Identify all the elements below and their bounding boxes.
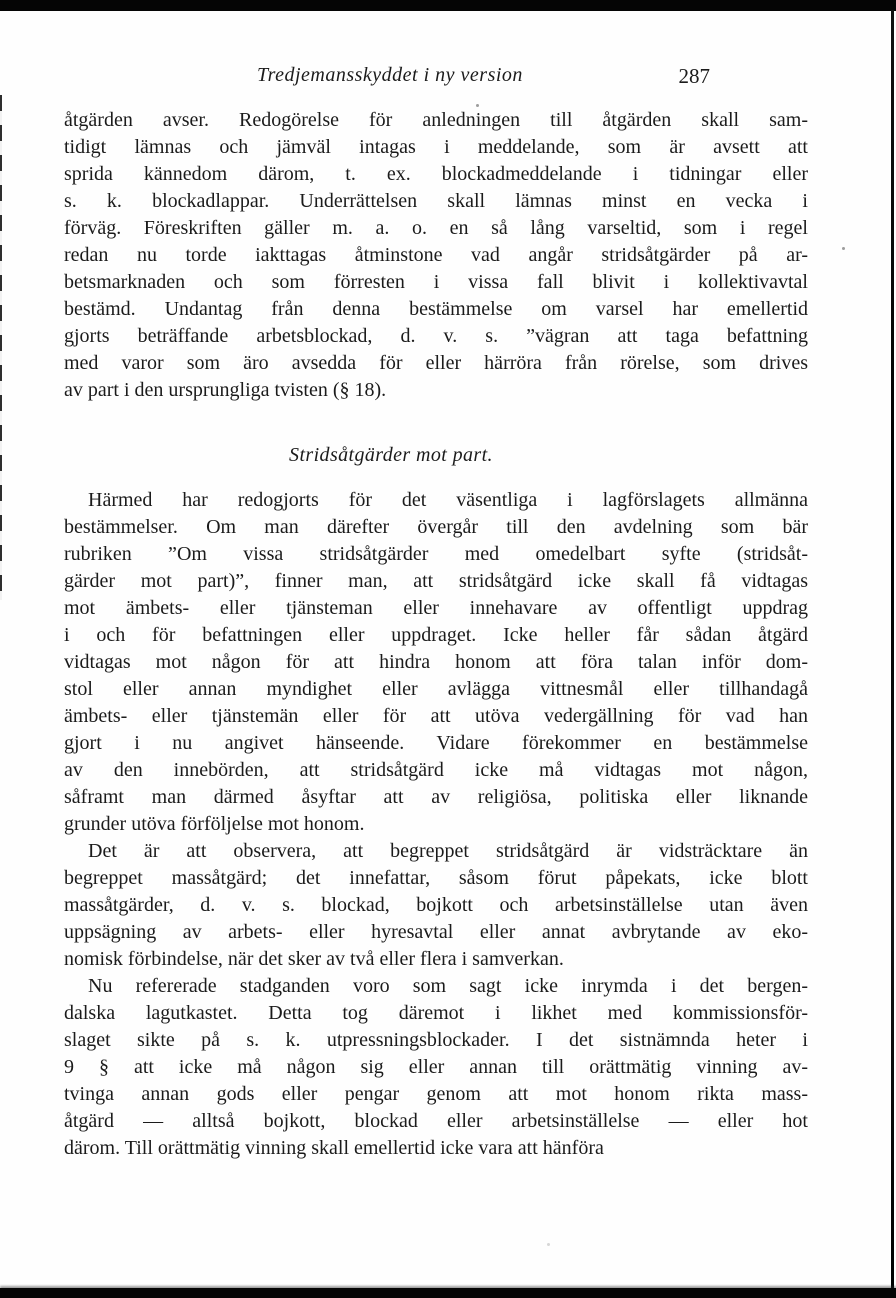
page-number: 287	[678, 64, 710, 88]
text-line: begreppet massåtgärd; det innefattar, såsom förut påpekats, icke blott	[64, 867, 808, 889]
paragraph	[64, 107, 808, 404]
text-line: Det är att observera, att begreppet stridsåtgärd är vidsträcktare än	[88, 840, 808, 862]
text-line: grunder utöva förföljelse mot honom.	[64, 813, 365, 835]
text-line: mot ämbets- eller tjänsteman eller innehavare av offentligt uppdrag	[64, 597, 808, 619]
paragraph	[64, 973, 808, 1162]
text-line: Härmed har redogjorts för det väsentliga i lagförslagets allmänna	[88, 489, 808, 511]
text-line: tidigt lämnas och jämväl intagas i meddelande, som är avsett att	[64, 136, 808, 158]
paragraph	[64, 838, 808, 973]
text-line: nomisk förbindelse, när det sker av två eller flera i samverkan.	[64, 948, 564, 970]
text-line: i och för befattningen eller uppdraget. Icke heller får sådan åtgärd	[64, 624, 808, 646]
text-line: ämbets- eller tjänstemän eller för att utöva vedergällning för vad han	[64, 705, 808, 727]
text-line: av part i den ursprungliga tvisten (§ 18).	[64, 379, 387, 401]
text-line: förväg. Föreskriften gäller m. a. o. en så lång varseltid, som i regel	[64, 217, 808, 239]
text-line: åtgärd — alltså bojkott, blockad eller arbetsinställelse — eller hot	[64, 1110, 808, 1132]
text-line: uppsägning av arbets- eller hyresavtal eller annat avbrytande av eko-	[64, 921, 808, 943]
text-line: betsmarknaden och som förresten i vissa fall blivit i kollektivavtal	[64, 271, 808, 293]
dust-speck	[842, 247, 845, 250]
text-line: Nu refererade stadganden voro som sagt icke inrymda i det bergen-	[88, 975, 808, 997]
paragraph	[64, 487, 808, 838]
text-line: åtgärden avser. Redogörelse för anledningen till åtgärden skall sam-	[64, 109, 808, 131]
text-line: massåtgärder, d. v. s. blockad, bojkott och arbetsinställelse utan även	[64, 894, 808, 916]
text-line: redan nu torde iakttagas åtminstone vad angår stridsåtgärder på ar-	[64, 244, 808, 266]
scan-edge-left	[0, 95, 2, 600]
dust-speck	[547, 1243, 550, 1246]
text-line: därom. Till orättmätig vinning skall emellertid icke vara att hänföra	[64, 1137, 604, 1159]
text-line: gärder mot part)”, finner man, att stridsåtgärd icke skall få vidtagas	[64, 570, 808, 592]
scan-edge-bottom	[0, 1288, 896, 1298]
scan-edge-right	[891, 10, 894, 1290]
text-line: vidtagas mot någon för att hindra honom att föra talan inför dom-	[64, 651, 808, 673]
text-line: sprida kännedom därom, t. ex. blockadmeddelande i tidningar eller	[64, 163, 808, 185]
text-line: slaget sikte på s. k. utpressningsblockader. I det sistnämnda heter i	[64, 1029, 808, 1051]
text-line: med varor som äro avsedda för eller härröra från rörelse, som drives	[64, 352, 808, 374]
section-heading: Stridsåtgärder mot part.	[289, 444, 493, 466]
text-line: gjort i nu angivet hänseende. Vidare förekommer en bestämmelse	[64, 732, 808, 754]
text-line: dalska lagutkastet. Detta tog däremot i likhet med kommissionsför-	[64, 1002, 808, 1024]
text-line: av den innebörden, att stridsåtgärd icke må vidtagas mot någon,	[64, 759, 808, 781]
text-line: s. k. blockadlappar. Underrättelsen skall lämnas minst en vecka i	[64, 190, 808, 212]
text-line: tvinga annan gods eller pengar genom att mot honom rikta mass-	[64, 1083, 808, 1105]
text-line: bestämmelser. Om man därefter övergår till den avdelning som bär	[64, 516, 808, 538]
text-line: 9 § att icke må någon sig eller annan till orättmätig vinning av-	[64, 1056, 808, 1078]
text-line: bestämd. Undantag från denna bestämmelse om varsel har emellertid	[64, 298, 808, 320]
text-line: stol eller annan myndighet eller avlägga vittnesmål eller tillhandagå	[64, 678, 808, 700]
page-header	[64, 64, 808, 92]
page-body	[64, 107, 808, 1162]
text-line: gjorts beträffande arbetsblockad, d. v. s. ”vägran att taga befattning	[64, 325, 808, 347]
text-line: såframt man därmed åsyftar att av religiösa, politiska eller liknande	[64, 786, 808, 808]
running-title: Tredjemansskyddet i ny version	[257, 64, 523, 86]
scan-edge-top	[0, 0, 896, 11]
text-line: rubriken ”Om vissa stridsåtgärder med omedelbart syfte (stridsåt-	[64, 543, 808, 565]
